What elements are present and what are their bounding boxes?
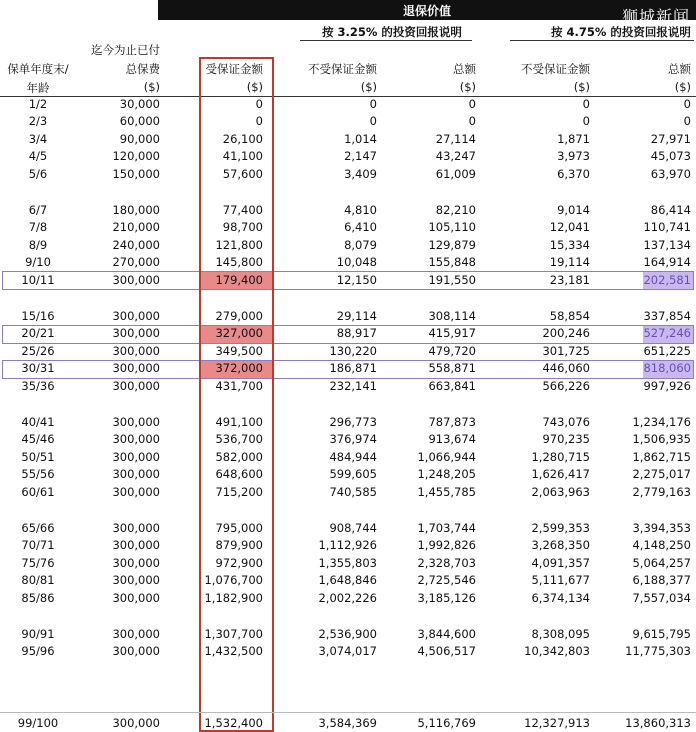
header-col3-line-0: 受保证金额 — [205, 62, 263, 76]
row-value-col4: 12,150 — [336, 272, 377, 287]
row-value-col4: 1,112,926 — [318, 538, 377, 553]
row-value-col3: 1,076,700 — [204, 573, 263, 588]
header-col7-line-0: 总额 — [668, 62, 691, 76]
row-value-col5: 2,328,703 — [417, 555, 476, 570]
row-value-col4: 1,355,803 — [318, 555, 377, 570]
row-value-col7: 45,073 — [650, 149, 691, 164]
row-age: 15/16 — [21, 309, 55, 323]
header-col3-line-1: ($) — [246, 80, 263, 94]
row-value-col3: 349,500 — [215, 343, 263, 358]
bottom-rule — [0, 712, 696, 713]
row-value-col3: 582,000 — [215, 449, 263, 464]
header-col1-line-1: 年龄 — [26, 81, 50, 95]
row-age: 4/5 — [28, 149, 48, 164]
row-value-col4: 1,014 — [344, 131, 377, 146]
row-value-col3: 431,700 — [215, 378, 263, 393]
row-age: 80/81 — [21, 573, 55, 588]
row-value-col3: 648,600 — [215, 467, 263, 482]
row-value-col2: 30,000 — [119, 97, 160, 111]
row-value-col6: 743,076 — [542, 415, 590, 429]
row-age: 2/3 — [28, 114, 48, 129]
row-age: 8/9 — [28, 237, 48, 252]
row-value-col4: 599,605 — [329, 467, 377, 482]
row-value-col2: 90,000 — [119, 131, 160, 146]
row-value-col2: 300,000 — [112, 573, 160, 588]
row-value-col2: 300,000 — [112, 555, 160, 570]
row-value-col5: 105,110 — [428, 220, 476, 235]
row-value-col6: 58,854 — [549, 309, 590, 323]
row-value-col5: 5,116,769 — [417, 716, 476, 730]
row-value-col5: 191,550 — [428, 272, 476, 287]
row-value-col5: 3,844,600 — [417, 627, 476, 641]
row-value-col4: 376,974 — [329, 432, 377, 447]
row-value-col4: 29,114 — [336, 309, 377, 323]
header-col2-line-1: 总保费 — [125, 62, 160, 76]
row-value-col7: 137,134 — [643, 237, 691, 252]
row-value-col4: 88,917 — [336, 326, 377, 341]
row-age: 55/56 — [21, 467, 55, 482]
row-value-col4: 186,871 — [329, 361, 377, 376]
row-value-col5: 308,114 — [428, 309, 476, 323]
row-value-col6: 1,280,715 — [531, 449, 590, 464]
row-value-col2: 300,000 — [112, 272, 160, 287]
row-value-col3: 57,600 — [222, 166, 263, 181]
row-value-col3: 1,432,500 — [204, 644, 263, 659]
row-value-col2: 300,000 — [112, 309, 160, 323]
row-value-col2: 300,000 — [112, 467, 160, 482]
row-value-col4: 3,074,017 — [318, 644, 377, 659]
row-value-col7: 527,246 — [643, 326, 691, 341]
header-rule — [0, 96, 696, 97]
row-value-col7: 0 — [683, 114, 691, 129]
banner-bar — [158, 0, 696, 26]
row-value-col2: 270,000 — [112, 255, 160, 270]
row-value-col7: 202,581 — [643, 272, 691, 287]
row-value-col4: 0 — [369, 114, 377, 129]
row-value-col3: 145,800 — [215, 255, 263, 270]
row-value-col4: 4,810 — [344, 203, 377, 217]
row-value-col6: 6,370 — [557, 166, 590, 181]
row-value-col4: 3,409 — [344, 166, 377, 181]
row-value-col2: 300,000 — [112, 415, 160, 429]
row-value-col4: 232,141 — [329, 378, 377, 393]
row-value-col6: 566,226 — [542, 378, 590, 393]
row-age: 9/10 — [25, 255, 51, 270]
row-age: 10/11 — [21, 272, 55, 287]
header-col5-line-1: ($) — [459, 80, 476, 94]
row-value-col7: 110,741 — [643, 220, 691, 235]
row-value-col7: 818,060 — [643, 361, 691, 376]
row-value-col6: 10,342,803 — [524, 644, 590, 659]
row-age: 20/21 — [21, 326, 55, 341]
row-value-col2: 60,000 — [119, 114, 160, 129]
row-value-col7: 3,394,353 — [632, 521, 691, 535]
row-age: 35/36 — [21, 378, 55, 393]
row-value-col3: 0 — [255, 114, 263, 129]
row-value-col4: 6,410 — [344, 220, 377, 235]
row-value-col3: 77,400 — [222, 203, 263, 217]
row-value-col6: 3,268,350 — [531, 538, 590, 553]
row-age: 7/8 — [28, 220, 48, 235]
row-value-col6: 12,327,913 — [524, 716, 590, 730]
row-value-col2: 300,000 — [112, 343, 160, 358]
row-age: 50/51 — [21, 449, 55, 464]
row-value-col5: 129,879 — [428, 237, 476, 252]
row-value-col4: 130,220 — [329, 343, 377, 358]
row-value-col6: 8,308,095 — [531, 627, 590, 641]
row-value-col4: 2,536,900 — [318, 627, 377, 641]
row-value-col3: 795,000 — [215, 521, 263, 535]
scenario-low-rule — [300, 40, 472, 41]
row-value-col3: 1,307,700 — [204, 627, 263, 641]
row-value-col3: 536,700 — [215, 432, 263, 447]
row-age: 85/86 — [21, 590, 55, 605]
row-value-col6: 1,871 — [557, 131, 590, 146]
row-value-col5: 787,873 — [428, 415, 476, 429]
row-value-col5: 155,848 — [428, 255, 476, 270]
row-value-col5: 558,871 — [428, 361, 476, 376]
row-value-col6: 23,181 — [549, 272, 590, 287]
row-value-col2: 240,000 — [112, 237, 160, 252]
row-value-col4: 0 — [369, 97, 377, 111]
banner-title: 退保价值 — [402, 4, 451, 18]
row-age: 1/2 — [28, 97, 48, 111]
row-value-col5: 27,114 — [435, 131, 476, 146]
row-age: 65/66 — [21, 521, 55, 535]
row-value-col6: 0 — [582, 97, 590, 111]
row-value-col4: 2,147 — [344, 149, 377, 164]
row-value-col5: 1,248,205 — [417, 467, 476, 482]
row-value-col4: 2,002,226 — [318, 590, 377, 605]
row-value-col5: 1,066,944 — [417, 449, 476, 464]
row-value-col6: 12,041 — [549, 220, 590, 235]
row-value-col4: 296,773 — [329, 415, 377, 429]
row-value-col2: 300,000 — [112, 361, 160, 376]
row-age: 90/91 — [21, 627, 55, 641]
row-value-col5: 61,009 — [435, 166, 476, 181]
row-value-col6: 4,091,357 — [531, 555, 590, 570]
row-value-col3: 1,182,900 — [204, 590, 263, 605]
row-value-col6: 1,626,417 — [531, 467, 590, 482]
row-value-col7: 164,914 — [643, 255, 691, 270]
row-value-col5: 479,720 — [428, 343, 476, 358]
row-value-col3: 1,532,400 — [204, 716, 263, 730]
row-value-col7: 2,779,163 — [632, 484, 691, 499]
scenario-high-label: 按 4.75% 的投资回报说明 — [551, 25, 691, 39]
row-value-col3: 491,100 — [215, 415, 263, 429]
row-value-col7: 5,064,257 — [632, 555, 691, 570]
row-age: 6/7 — [28, 203, 48, 217]
row-value-col5: 0 — [468, 114, 476, 129]
row-value-col7: 9,615,795 — [632, 627, 691, 641]
row-value-col7: 11,775,303 — [625, 644, 691, 659]
row-value-col5: 1,455,785 — [417, 484, 476, 499]
row-value-col5: 663,841 — [428, 378, 476, 393]
row-value-col2: 210,000 — [112, 220, 160, 235]
row-value-col7: 1,506,935 — [632, 432, 691, 447]
row-value-col6: 200,246 — [542, 326, 590, 341]
row-value-col5: 0 — [468, 97, 476, 111]
row-age: 45/46 — [21, 432, 55, 447]
header-col6-line-1: ($) — [573, 80, 590, 94]
row-value-col5: 82,210 — [435, 203, 476, 217]
row-value-col7: 2,275,017 — [632, 467, 691, 482]
row-value-col6: 3,973 — [557, 149, 590, 164]
row-age: 75/76 — [21, 555, 55, 570]
row-value-col7: 1,234,176 — [632, 415, 691, 429]
row-age: 40/41 — [21, 415, 55, 429]
header-col4-line-1: ($) — [360, 80, 377, 94]
row-value-col2: 300,000 — [112, 644, 160, 659]
row-value-col4: 740,585 — [329, 484, 377, 499]
header-col1-line-0: 保单年度末/ — [7, 62, 69, 76]
row-value-col2: 300,000 — [112, 627, 160, 641]
row-value-col7: 1,862,715 — [632, 449, 691, 464]
row-value-col2: 300,000 — [112, 484, 160, 499]
row-age: 99/100 — [17, 716, 59, 730]
header-col2-line-0: 迄今为止已付 — [91, 43, 160, 57]
row-value-col2: 300,000 — [112, 590, 160, 605]
row-value-col4: 908,744 — [329, 521, 377, 535]
row-value-col6: 446,060 — [542, 361, 590, 376]
row-value-col2: 150,000 — [112, 166, 160, 181]
row-value-col3: 0 — [255, 97, 263, 111]
row-value-col7: 6,188,377 — [632, 573, 691, 588]
row-value-col4: 10,048 — [336, 255, 377, 270]
row-age: 5/6 — [28, 166, 48, 181]
row-value-col3: 41,100 — [222, 149, 263, 164]
row-value-col7: 86,414 — [650, 203, 691, 217]
row-value-col7: 13,860,313 — [625, 716, 691, 730]
row-value-col5: 1,992,826 — [417, 538, 476, 553]
row-age: 60/61 — [21, 484, 55, 499]
row-value-col3: 179,400 — [215, 272, 263, 287]
row-value-col3: 972,900 — [215, 555, 263, 570]
row-value-col4: 484,944 — [329, 449, 377, 464]
row-value-col6: 15,334 — [549, 237, 590, 252]
row-value-col4: 8,079 — [344, 237, 377, 252]
row-value-col6: 301,725 — [542, 343, 590, 358]
watermark-logo: 狮城新闻 — [621, 7, 690, 26]
row-value-col6: 5,111,677 — [531, 573, 590, 588]
header-col6-line-0: 不受保证金额 — [521, 62, 590, 76]
row-value-col2: 300,000 — [112, 538, 160, 553]
header-col7-line-1: ($) — [674, 80, 691, 94]
header-col5-line-0: 总额 — [453, 62, 476, 76]
row-value-col3: 372,000 — [215, 361, 263, 376]
row-value-col7: 4,148,250 — [632, 538, 691, 553]
row-value-col5: 913,674 — [428, 432, 476, 447]
row-value-col5: 43,247 — [435, 149, 476, 164]
row-value-col7: 27,971 — [650, 131, 691, 146]
row-value-col7: 63,970 — [650, 166, 691, 181]
row-value-col3: 98,700 — [222, 220, 263, 235]
row-value-col5: 415,917 — [428, 326, 476, 341]
scenario-low-label: 按 3.25% 的投资回报说明 — [322, 25, 462, 39]
row-age: 70/71 — [21, 538, 55, 553]
row-value-col2: 300,000 — [112, 378, 160, 393]
row-value-col2: 180,000 — [112, 203, 160, 217]
row-value-col6: 970,235 — [542, 432, 590, 447]
row-value-col3: 121,800 — [215, 237, 263, 252]
row-value-col3: 327,000 — [215, 326, 263, 341]
row-value-col2: 300,000 — [112, 716, 160, 730]
row-value-col7: 651,225 — [643, 343, 691, 358]
row-age: 25/26 — [21, 343, 55, 358]
row-value-col6: 2,063,963 — [531, 484, 590, 499]
row-value-col6: 9,014 — [557, 203, 590, 217]
row-age: 95/96 — [21, 644, 55, 659]
row-value-col3: 26,100 — [222, 131, 263, 146]
row-value-col5: 1,703,744 — [417, 521, 476, 535]
scenario-high-rule — [510, 40, 694, 41]
row-value-col3: 715,200 — [215, 484, 263, 499]
row-value-col6: 19,114 — [549, 255, 590, 270]
row-value-col5: 2,725,546 — [417, 573, 476, 588]
row-value-col6: 2,599,353 — [531, 521, 590, 535]
row-value-col3: 279,000 — [215, 309, 263, 323]
row-value-col6: 0 — [582, 114, 590, 129]
row-value-col4: 3,584,369 — [318, 716, 377, 730]
row-value-col2: 300,000 — [112, 449, 160, 464]
row-value-col6: 6,374,134 — [531, 590, 590, 605]
row-value-col2: 300,000 — [112, 326, 160, 341]
header-col4-line-0: 不受保证金额 — [308, 62, 377, 76]
row-value-col3: 879,900 — [215, 538, 263, 553]
row-value-col7: 997,926 — [643, 378, 691, 393]
header-col2-line-2: ($) — [143, 80, 160, 94]
row-age: 30/31 — [21, 361, 55, 376]
row-value-col4: 1,648,846 — [318, 573, 377, 588]
row-value-col7: 7,557,034 — [632, 590, 691, 605]
row-age: 3/4 — [28, 131, 48, 146]
row-value-col2: 300,000 — [112, 521, 160, 535]
row-value-col7: 0 — [683, 97, 691, 111]
row-value-col2: 300,000 — [112, 432, 160, 447]
row-value-col5: 3,185,126 — [417, 590, 476, 605]
row-value-col7: 337,854 — [643, 309, 691, 323]
row-value-col2: 120,000 — [112, 149, 160, 164]
row-value-col5: 4,506,517 — [417, 644, 476, 659]
